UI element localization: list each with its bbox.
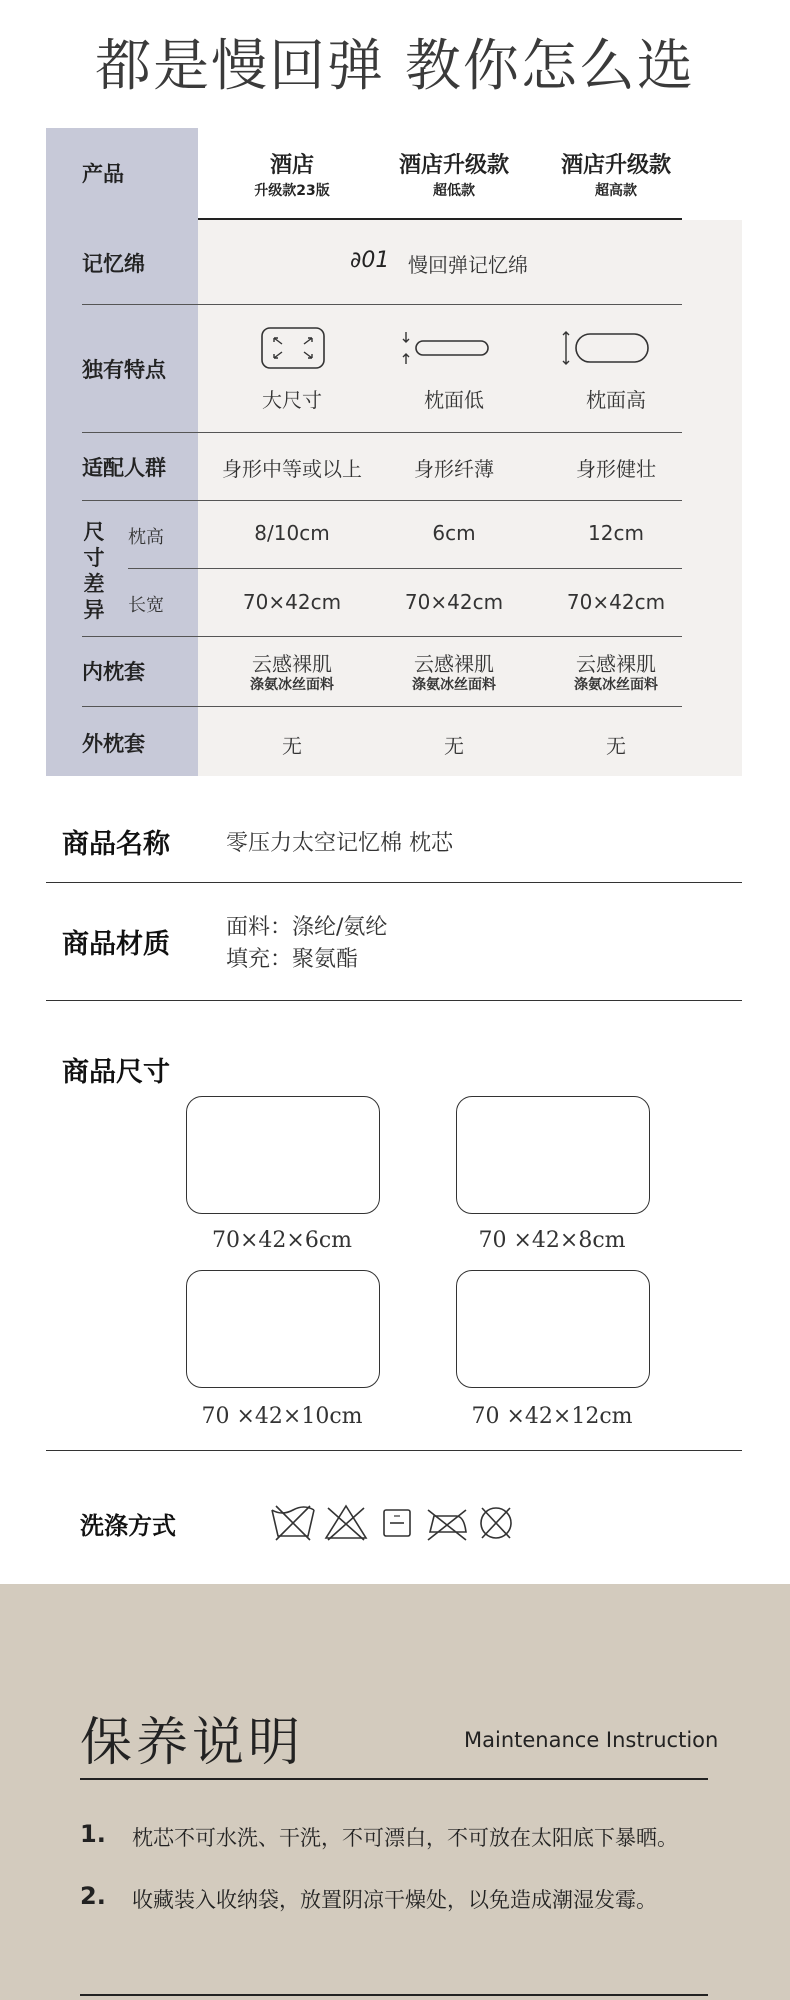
- name-value: 零压力太空记忆棉 枕芯: [226, 831, 453, 856]
- material-line: 填充：聚氨酯: [226, 947, 359, 972]
- column-name: 酒店升级款: [560, 153, 671, 178]
- height-value: 8/10cm: [254, 521, 330, 545]
- high-pillow-icon: [562, 328, 652, 368]
- section-divider: [46, 1450, 742, 1451]
- material-line: 面料：涤纶/氨纶: [226, 915, 388, 940]
- crowd-label: 适配人群: [82, 456, 166, 480]
- crowd-value: 身形健壮: [576, 457, 656, 481]
- size-char: 异: [83, 598, 105, 622]
- section-divider: [46, 882, 742, 883]
- section-divider: [46, 1000, 742, 1001]
- dims-value: 70×42cm: [566, 590, 666, 614]
- inner-value: 云感裸肌: [252, 652, 332, 676]
- column-sub: 升级款23版: [254, 183, 330, 199]
- inner-value: 云感裸肌: [576, 652, 656, 676]
- size-box: [456, 1096, 650, 1214]
- name-label: 商品名称: [62, 829, 170, 860]
- size-caption: 70 ×42×10cm: [201, 1404, 363, 1429]
- outer-value: 无: [444, 734, 464, 758]
- column-name: 酒店: [269, 153, 314, 178]
- no-dry-clean-icon: [481, 1508, 511, 1538]
- column-sub: 超高款: [595, 183, 637, 199]
- wash-label: 洗涤方式: [80, 1512, 176, 1540]
- maintenance-item-number: 1.: [80, 1820, 106, 1848]
- row-divider: [128, 568, 682, 569]
- maintenance-item-text: 枕芯不可水洗、干洗，不可漂白，不可放在太阳底下暴晒。: [132, 1826, 678, 1850]
- maintenance-divider: [80, 1994, 708, 1996]
- column-name: 酒店升级款: [398, 153, 509, 178]
- height-value: 12cm: [588, 521, 644, 545]
- feature-label: 独有特点: [82, 358, 166, 382]
- maintenance-subtitle: Maintenance Instruction: [464, 1728, 719, 1752]
- dims-value: 70×42cm: [242, 590, 342, 614]
- no-wash-icon: [272, 1506, 314, 1540]
- inner-value: 云感裸肌: [414, 652, 494, 676]
- header-label: 产品: [82, 162, 124, 186]
- maintenance-section: [0, 1584, 790, 2000]
- size-char: 差: [83, 572, 105, 596]
- header-divider: [198, 218, 682, 220]
- feature-value: 枕面低: [424, 388, 484, 412]
- feature-value: 大尺寸: [262, 388, 322, 412]
- inner-sub: 涤氨冰丝面料: [412, 677, 496, 693]
- no-bleach-icon: [326, 1506, 366, 1540]
- maintenance-title: 保养说明: [80, 1713, 305, 1773]
- size-caption: 70 ×42×12cm: [471, 1404, 633, 1429]
- inner-sub: 涤氨冰丝面料: [250, 677, 334, 693]
- size-char: 寸: [83, 546, 105, 570]
- size-caption: 70 ×42×8cm: [478, 1228, 626, 1253]
- height-value: 6cm: [432, 521, 476, 545]
- maintenance-item-number: 2.: [80, 1882, 106, 1910]
- comparison-table: [46, 128, 742, 776]
- outer-value: 无: [606, 734, 626, 758]
- memory-prefix: ∂01: [350, 248, 390, 273]
- inner-label: 内枕套: [82, 660, 145, 684]
- row-divider: [82, 500, 682, 501]
- wash-icons: [270, 1502, 520, 1542]
- feature-value: 枕面高: [586, 388, 646, 412]
- size-label: 商品尺寸: [62, 1057, 170, 1088]
- low-pillow-icon: [402, 328, 492, 368]
- row-divider: [82, 706, 682, 707]
- memory-value: 慢回弹记忆绵: [408, 253, 528, 277]
- maintenance-item-text: 收藏装入收纳袋，放置阴凉干燥处，以免造成潮湿发霉。: [132, 1888, 657, 1912]
- size-caption: 70×42×6cm: [211, 1228, 353, 1253]
- row-divider: [82, 304, 682, 305]
- no-iron-icon: [428, 1510, 466, 1540]
- row-divider: [82, 636, 682, 637]
- material-label: 商品材质: [62, 929, 170, 960]
- large-size-icon: [260, 326, 326, 370]
- crowd-value: 身形纤薄: [414, 457, 494, 481]
- inner-sub: 涤氨冰丝面料: [574, 677, 658, 693]
- page-title: 都是慢回弹 教你怎么选: [95, 34, 695, 99]
- outer-value: 无: [282, 734, 302, 758]
- dims-label: 长宽: [128, 595, 164, 616]
- crowd-value: 身形中等或以上: [222, 457, 362, 481]
- size-char: 尺: [83, 520, 105, 544]
- size-box: [186, 1096, 380, 1214]
- memory-label: 记忆绵: [82, 252, 145, 276]
- height-label: 枕高: [128, 527, 164, 548]
- row-divider: [82, 432, 682, 433]
- maintenance-divider: [80, 1778, 708, 1780]
- column-sub: 超低款: [433, 183, 475, 199]
- dims-value: 70×42cm: [404, 590, 504, 614]
- no-tumble-dry-icon: [384, 1510, 410, 1536]
- size-box: [186, 1270, 380, 1388]
- size-box: [456, 1270, 650, 1388]
- outer-label: 外枕套: [82, 732, 145, 756]
